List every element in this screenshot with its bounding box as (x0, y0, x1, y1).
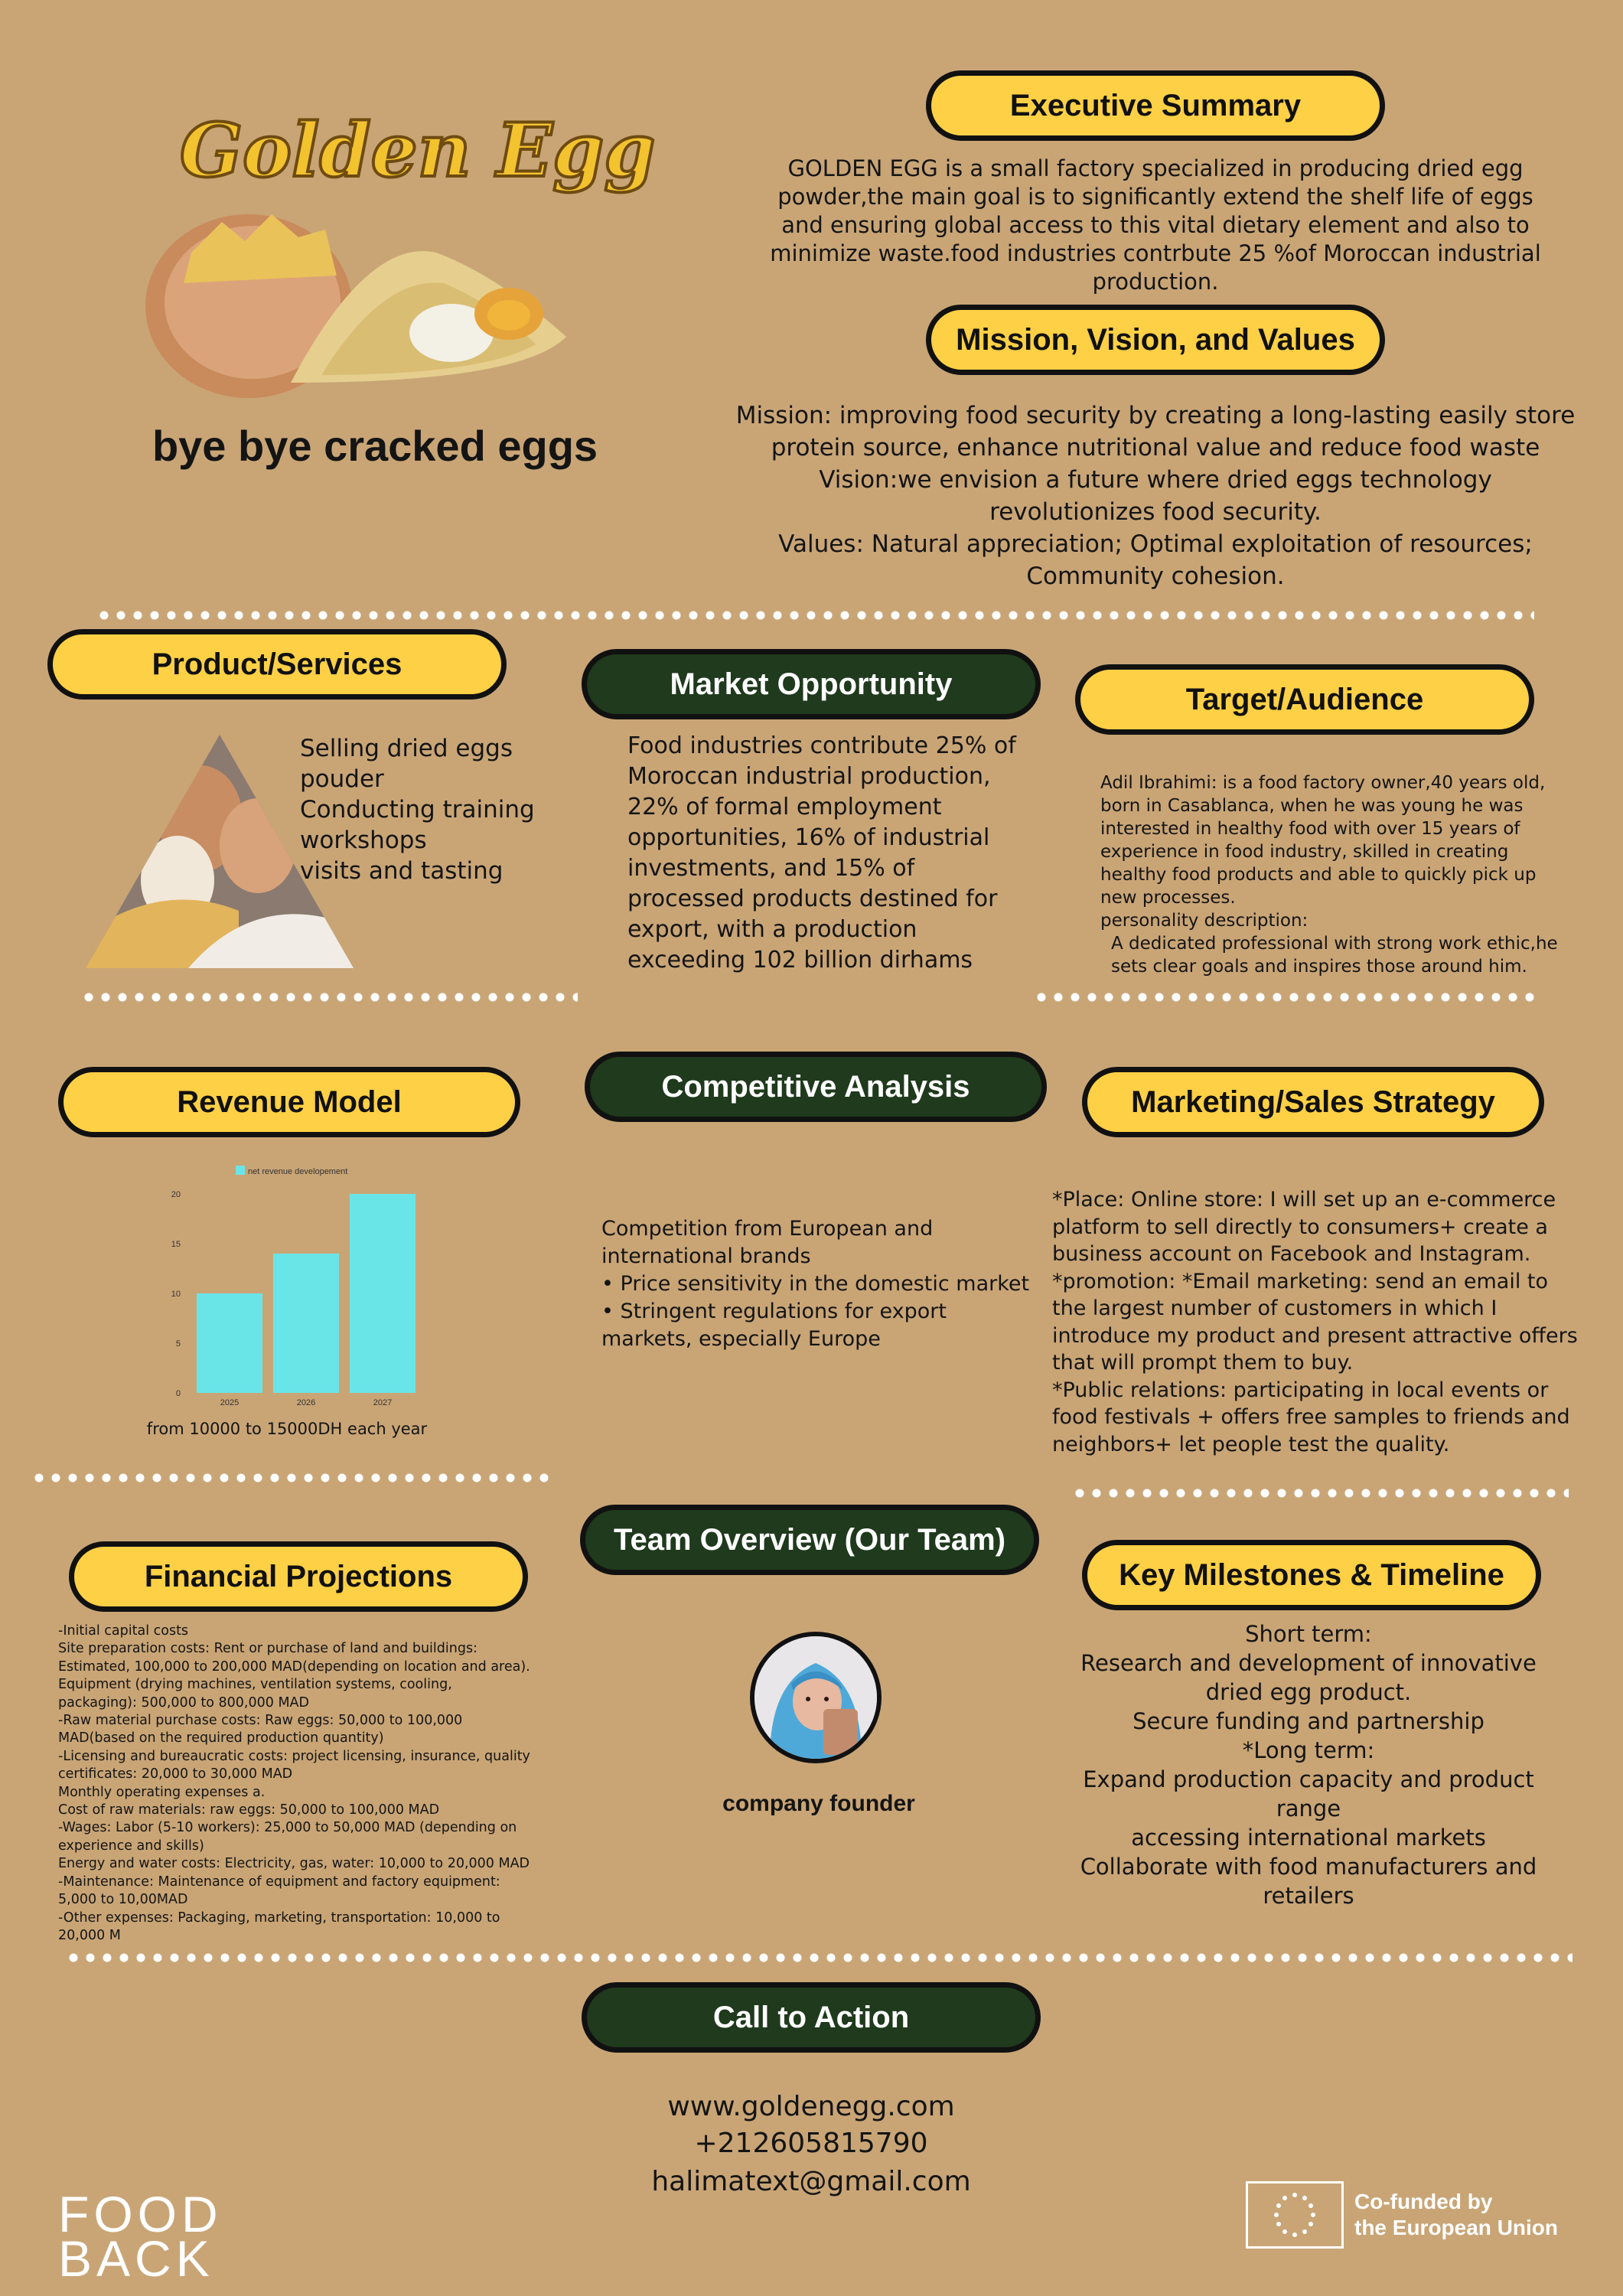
cta-heading: Call to Action (582, 1982, 1041, 2053)
financial-item: -Raw material purchase costs: Raw eggs: 50,000 to 100,000 MAD(based on the required production quantity) (58, 1713, 463, 1746)
product-heading: Product/Services (47, 629, 507, 700)
competitive-item: • Price sensitivity in the domestic market (601, 1272, 1030, 1296)
mission-statement: Mission: improving food security by creating a long-lasting easily store protein source, enhance nutritional value and reduce food waste (735, 402, 1576, 461)
tagline: bye bye cracked eggs (152, 422, 598, 470)
team-heading: Team Overview (Our Team) (580, 1505, 1039, 1575)
marketing-place: *Place: Online store: I will set up an e-commerce platform to sell directly to consumers+ create a business account on Facebook and Instagram. (1052, 1188, 1556, 1266)
target-heading: Target/Audience (1075, 664, 1534, 735)
divider-dots (1071, 1488, 1569, 1499)
revenue-caption: from 10000 to 15000DH each year (146, 1420, 428, 1438)
divider-dots (96, 610, 1534, 621)
cta-phone[interactable]: +212605815790 (694, 2128, 928, 2159)
financial-item: -Licensing and bureaucratic costs: project licensing, insurance, quality certificates: 20,000 to 30,000 MAD (58, 1748, 530, 1782)
product-item: visits and tasting (300, 857, 504, 885)
y-tick-label: 20 (171, 1190, 181, 1199)
revenue-bar-chart (153, 1163, 429, 1416)
marketing-heading: Marketing/Sales Strategy (1082, 1067, 1544, 1137)
divider-dots (31, 1473, 551, 1483)
brand-logo (138, 99, 656, 406)
x-tick-label: 2025 (220, 1398, 240, 1407)
founder-avatar (750, 1632, 882, 1763)
eu-cofunded-text (1354, 2189, 1599, 2241)
financial-item: Equipment (drying machines, ventilation systems, cooling, packaging): 500,000 to 800,000 MAD (58, 1677, 452, 1711)
financial-item: Energy and water costs: Electricity, gas, water: 10,000 to 20,000 MAD (58, 1856, 530, 1872)
y-tick-label: 5 (175, 1339, 181, 1349)
market-heading: Market Opportunity (582, 649, 1041, 719)
target-body (1100, 771, 1567, 978)
product-item: workshops (300, 827, 427, 854)
eu-line-1: Co-funded by (1354, 2190, 1493, 2213)
market-body: Food industries contribute 25% of Moroccan industrial production, 22% of formal employment opportunities, 16% of industrial investments, and 15% of processed products destined for export, with a production exceeding 102 billion dirhams (627, 732, 1016, 974)
financial-item: Monthly operating expenses a. (58, 1784, 266, 1800)
financial-item: Cost of raw materials: raw eggs: 50,000 to 100,000 MAD (58, 1802, 440, 1818)
milestone-long-term-label: *Long term: (1242, 1737, 1375, 1763)
competitive-item: Competition from European and international brands (601, 1217, 934, 1268)
x-tick-label: 2027 (373, 1398, 393, 1407)
milestone-item: accessing international markets (1131, 1825, 1486, 1851)
logo-text: Golden Egg (180, 107, 656, 194)
bar-2025 (197, 1293, 262, 1393)
founder-portrait (754, 1636, 877, 1759)
executive-summary-heading: Executive Summary (926, 70, 1385, 141)
revenue-chart (153, 1163, 429, 1416)
milestone-short-term-label: Short term: (1245, 1621, 1372, 1647)
milestone-item: Secure funding and partnership (1133, 1708, 1484, 1734)
financial-item: -Initial capital costs (58, 1623, 189, 1639)
mission-body (735, 400, 1576, 592)
foodback-line-1: FOOD (58, 2186, 223, 2242)
cta-website[interactable]: www.goldenegg.com (667, 2091, 955, 2122)
y-tick-label: 0 (175, 1389, 181, 1398)
milestones-body (1079, 1619, 1538, 1910)
marketing-body (1052, 1186, 1580, 1458)
product-item: pouder (300, 765, 384, 793)
financial-item: -Wages: Labor (5-10 workers): 25,000 to 50,000 MAD (depending on experience and skills) (58, 1820, 517, 1854)
product-list (300, 733, 552, 886)
milestone-item: Collaborate with food manufacturers and retailers (1080, 1854, 1537, 1909)
financial-heading: Financial Projections (69, 1541, 528, 1612)
foodback-line-2: BACK (58, 2230, 214, 2287)
eu-flag-icon (1246, 2181, 1344, 2249)
divider-dots (1033, 992, 1538, 1003)
milestones-heading: Key Milestones & Timeline (1082, 1540, 1541, 1610)
eu-line-2: the European Union (1354, 2216, 1558, 2239)
target-personality: A dedicated professional with strong work ethic,he sets clear goals and inspires those around him. (1111, 934, 1558, 977)
vision-statement: Vision:we envision a future where dried eggs technology revolutionizes food security. (819, 466, 1492, 526)
y-tick-label: 15 (171, 1240, 181, 1249)
divider-dots (80, 992, 578, 1003)
values-statement: Values: Natural appreciation; Optimal exploitation of resources; Community cohesion. (778, 530, 1533, 590)
foodback-logo (58, 2186, 242, 2287)
founder-role: company founder (722, 1791, 915, 1816)
milestone-item: Research and development of innovative dried egg product. (1080, 1650, 1537, 1705)
financial-body (58, 1623, 533, 1945)
bar-2027 (350, 1194, 416, 1393)
legend-swatch (236, 1166, 245, 1175)
competitive-heading: Competitive Analysis (585, 1052, 1047, 1122)
revenue-heading: Revenue Model (58, 1067, 520, 1137)
financial-item: -Other expenses: Packaging, marketing, transportation: 10,000 to 20,000 M (58, 1910, 500, 1943)
cta-email[interactable]: halimatext@gmail.com (651, 2166, 971, 2197)
target-personality-label: personality description: (1100, 911, 1309, 931)
executive-summary-body: GOLDEN EGG is a small factory specialized in producing dried egg powder,the main goal is to significantly extend the shelf life of eggs and ensuring global access to this vital dietary element and also to minimize waste.food industries contrbute 25 %of Moroccan industrial production. (770, 155, 1541, 295)
mission-heading: Mission, Vision, and Values (926, 305, 1385, 375)
x-tick-label: 2026 (296, 1398, 316, 1407)
competitive-body (601, 1215, 1030, 1353)
bar-2026 (273, 1254, 339, 1393)
product-item: Selling dried eggs (300, 735, 513, 762)
financial-item: Site preparation costs: Rent or purchase of land and buildings: Estimated, 100,000 to 200,000 MAD(depending on location and area). (58, 1641, 530, 1675)
product-item: Conducting training (300, 796, 535, 823)
marketing-promotion: *promotion: *Email marketing: send an email to the largest number of customers in which I introduce my product and present attractive offers that will prompt them to buy. (1052, 1269, 1578, 1375)
legend-label: net revenue developement (248, 1167, 348, 1176)
competitive-item: • Stringent regulations for export markets, especially Europe (601, 1300, 947, 1351)
marketing-public-relations: *Public relations: participating in local events or food festivals + offers free samples to friends and neighbors+ let people test the quality. (1052, 1378, 1570, 1456)
financial-item: -Maintenance: Maintenance of equipment and factory equipment: 5,000 to 10,00MAD (58, 1874, 500, 1908)
y-tick-label: 10 (171, 1290, 181, 1299)
divider-dots (65, 1952, 1572, 1963)
target-persona: Adil Ibrahimi: is a food factory owner,40 years old, born in Casablanca, when he was young he was interested in healthy food with over 15 years of experience in food industry, skilled in creating healthy food products and able to quickly pick up new processes. (1100, 773, 1546, 908)
milestone-item: Expand production capacity and product range (1083, 1766, 1534, 1821)
